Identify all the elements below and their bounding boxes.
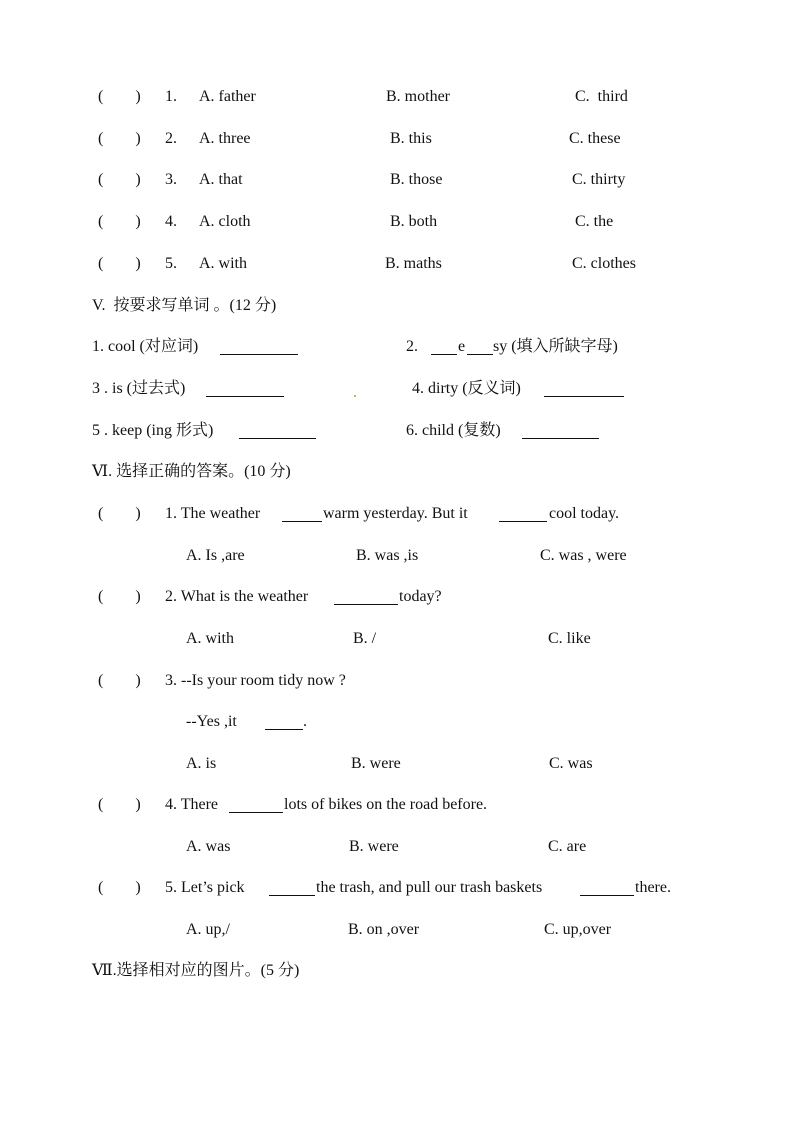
option-c: C. was	[549, 755, 593, 772]
answer-paren[interactable]: ( )	[98, 672, 141, 689]
answer-blank[interactable]	[265, 715, 303, 730]
option-c: C. third	[575, 88, 628, 105]
q4-text: 4. dirty (反义词)	[412, 380, 521, 397]
answer-blank[interactable]	[220, 340, 298, 355]
answer-paren[interactable]: ( )	[98, 171, 141, 188]
q2-prefix: 2.	[406, 338, 418, 355]
option-b: B. were	[351, 755, 401, 772]
answer-blank[interactable]	[431, 340, 457, 355]
answer-blank[interactable]	[269, 881, 315, 896]
option-a: A. with	[199, 255, 247, 272]
stray-dot	[354, 395, 356, 397]
option-c: C. up,over	[544, 921, 612, 938]
answer-blank[interactable]	[522, 424, 599, 439]
option-b: B. mother	[386, 88, 450, 105]
answer-blank[interactable]	[499, 507, 547, 522]
q6-text: 6. child (复数)	[406, 422, 501, 439]
option-c: C. like	[548, 630, 591, 647]
q1-text: 1. cool (对应词)	[92, 338, 199, 355]
option-c: C. these	[569, 130, 621, 147]
q5-post: there.	[635, 879, 671, 896]
option-a: A. father	[199, 88, 256, 105]
answer-paren[interactable]: ( )	[98, 879, 141, 896]
option-b: B. this	[390, 130, 432, 147]
answer-blank[interactable]	[206, 382, 284, 397]
option-a: A. cloth	[199, 213, 251, 230]
question-number: 3.	[165, 171, 177, 188]
q3-line2: --Yes ,it	[186, 713, 237, 730]
q4-post: lots of bikes on the road before.	[284, 796, 488, 813]
option-c: C. clothes	[572, 255, 636, 272]
answer-blank[interactable]	[334, 590, 398, 605]
option-c: C. thirty	[572, 171, 626, 188]
option-b: B. those	[390, 171, 443, 188]
q2-letter: e	[458, 338, 466, 355]
q5-pre: 5. Let’s pick	[165, 879, 249, 896]
question-number: 4.	[165, 213, 177, 230]
answer-paren[interactable]: ( )	[98, 588, 141, 605]
option-a: A. with	[186, 630, 234, 647]
answer-paren[interactable]: ( )	[98, 130, 141, 147]
answer-blank[interactable]	[229, 798, 283, 813]
option-a: A. that	[199, 171, 243, 188]
answer-blank[interactable]	[544, 382, 624, 397]
answer-paren[interactable]: ( )	[98, 88, 141, 105]
section-heading: Ⅶ.选择相对应的图片。(5 分)	[92, 962, 300, 979]
question-number: 5.	[165, 255, 177, 272]
q5-mid: the trash, and pull our trash baskets	[316, 879, 543, 896]
q4-pre: 4. There	[165, 796, 219, 813]
q3-line1: 3. --Is your room tidy now ?	[165, 672, 346, 689]
option-a: A. three	[199, 130, 251, 147]
section-heading: V. 按要求写单词 。(12 分)	[92, 297, 277, 314]
answer-paren[interactable]: ( )	[98, 255, 141, 272]
answer-blank[interactable]	[239, 424, 316, 439]
question-number: 1.	[165, 88, 177, 105]
q5-text: 5 . keep (ing 形式)	[92, 422, 214, 439]
option-a: A. is	[186, 755, 217, 772]
option-b: B. on ,over	[348, 921, 420, 938]
option-a: A. up,/	[186, 921, 230, 938]
q1-pre: 1. The weather	[165, 505, 265, 522]
q3-post: .	[303, 713, 307, 730]
q2-pre: 2. What is the weather	[165, 588, 309, 605]
option-b: B. both	[390, 213, 438, 230]
answer-paren[interactable]: ( )	[98, 505, 141, 522]
q3-text: 3 . is (过去式)	[92, 380, 186, 397]
option-a: A. Is ,are	[186, 547, 245, 564]
question-number: 2.	[165, 130, 177, 147]
option-a: A. was	[186, 838, 231, 855]
option-b: B. maths	[385, 255, 442, 272]
q1-post: cool today.	[549, 505, 620, 522]
answer-blank[interactable]	[282, 507, 322, 522]
option-c: C. the	[575, 213, 614, 230]
option-b: B. was ,is	[356, 547, 419, 564]
option-b: B. were	[349, 838, 399, 855]
option-b: B. /	[353, 630, 377, 647]
option-c: C. was , were	[540, 547, 627, 564]
section-heading: Ⅵ. 选择正确的答案。(10 分)	[92, 463, 291, 480]
answer-paren[interactable]: ( )	[98, 213, 141, 230]
answer-blank[interactable]	[580, 881, 634, 896]
option-c: C. are	[548, 838, 587, 855]
answer-paren[interactable]: ( )	[98, 796, 141, 813]
q2-post: today?	[399, 588, 442, 605]
q1-mid: warm yesterday. But it	[323, 505, 472, 522]
answer-blank[interactable]	[467, 340, 493, 355]
q2-suffix: sy (填入所缺字母)	[493, 338, 618, 355]
